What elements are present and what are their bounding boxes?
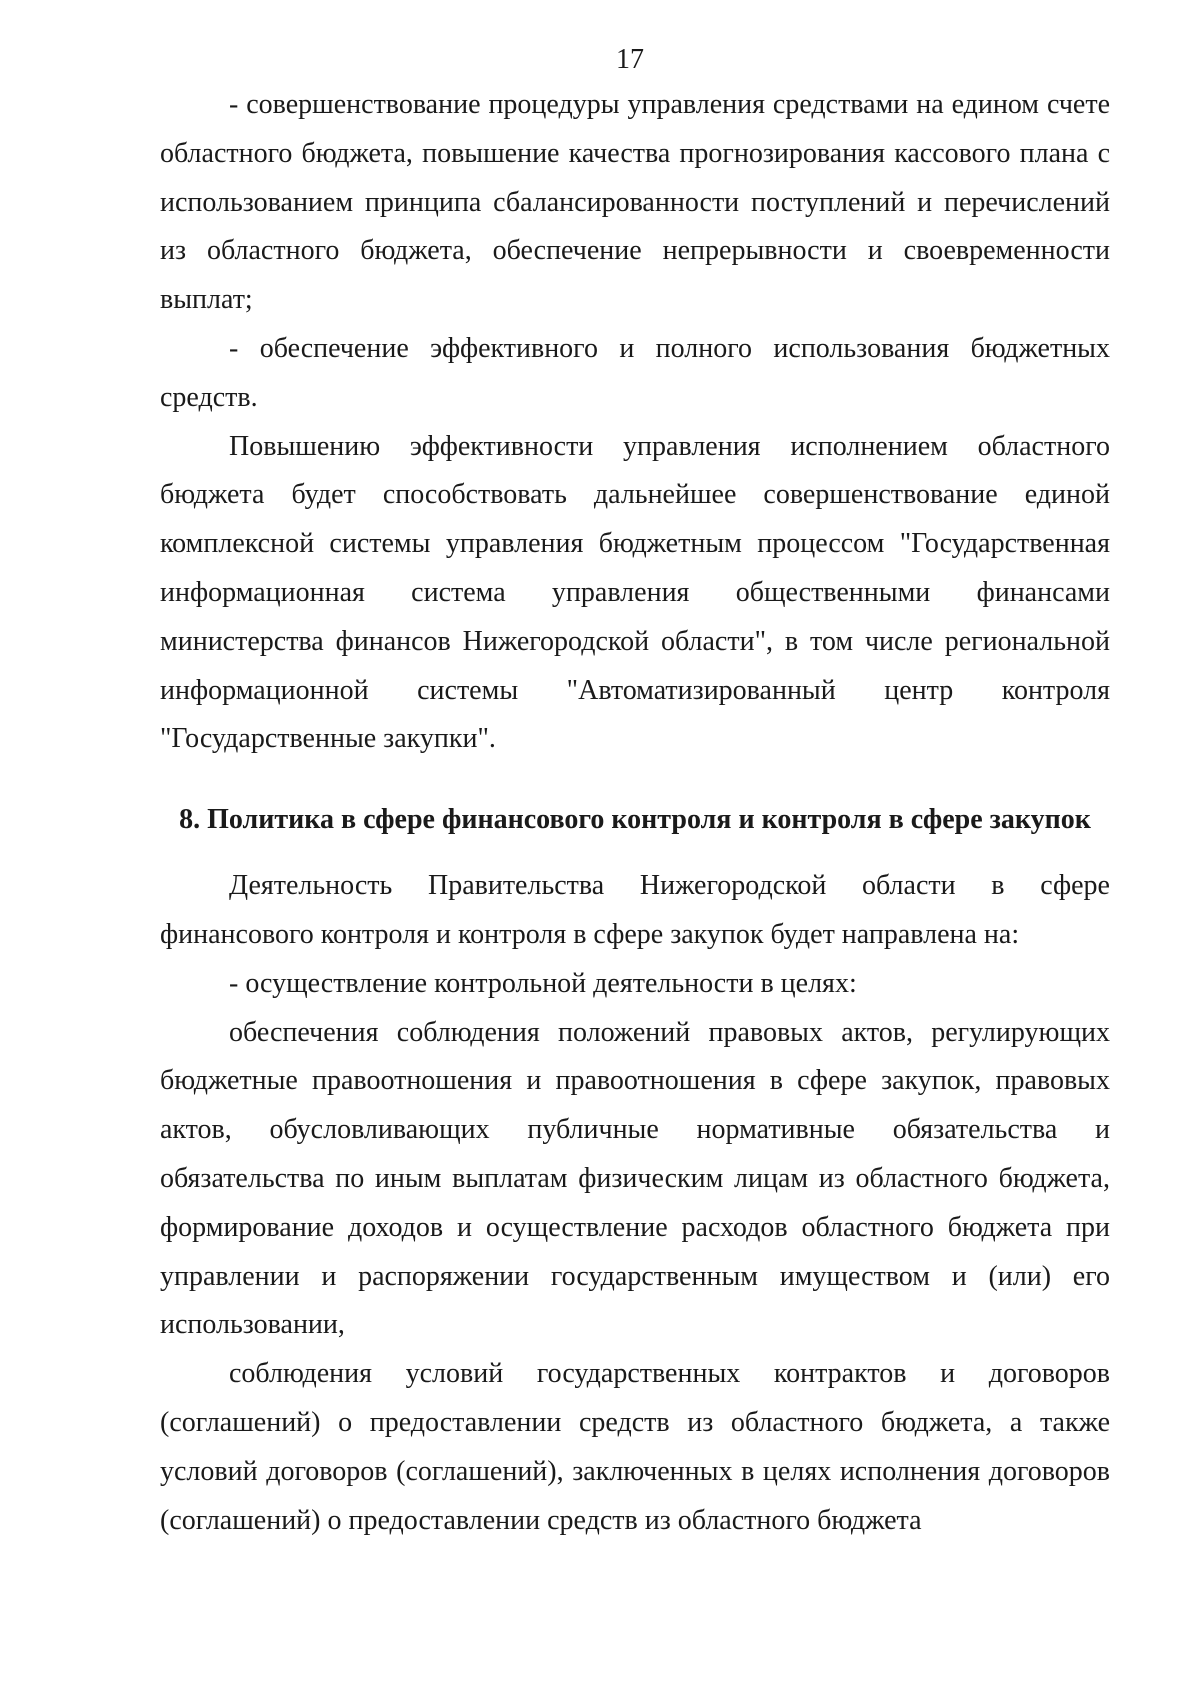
paragraph-cash-management: - совершенствование процедуры управления средствами на едином счете областного бюджета, повышение качества прогнозирования кассового плана с использованием принципа сбалансированности поступлений и перечислений из областного бюджета, обеспечение непрерывности и своевременности выплат; [160, 89, 1110, 316]
section-heading: 8. Политика в сфере финансового контроля и контроля в сфере закупок [179, 804, 1091, 836]
paragraph-information-system: Повышению эффективности управления исполнением областного бюджета будет способствовать дальнейшее совершенствование единой комплексной системы управления бюджетным процессом "Государственная информационная система управления общественными финансами министерства финансов Нижегородской области", в том числе региональной информационной системы "Автоматизированный центр контроля "Государственные закупки". [160, 430, 1110, 755]
paragraph-budget-efficiency: - обеспечение эффективного и полного использования бюджетных средств. [160, 332, 1110, 413]
page-number: 17 [616, 44, 644, 75]
document-body [160, 81, 1110, 1545]
paragraph-compliance: обеспечения соблюдения положений правовых актов, регулирующих бюджетные правоотношения и правоотношения в сфере закупок, правовых актов, обусловливающих публичные нормативные обязательства и обязательства по иным выплатам физическим лицам из областного бюджета, формирование доходов и осуществление расходов областного бюджета при управлении и распоряжении государственным имуществом и (или) его использовании, [160, 1016, 1110, 1341]
paragraph-activity-intro: Деятельность Правительства Нижегородской области в сфере финансового контроля и контроля в сфере закупок будет направлена на: [160, 870, 1110, 950]
paragraph-control-activity: - осуществление контрольной деятельности в целях: [229, 967, 857, 999]
paragraph-contract-conditions: соблюдения условий государственных контрактов и договоров (соглашений) о предоставлении средств из областного бюджета, а также условий договоров (соглашений), заключенных в целях исполнения договоров (соглашений) о предоставлении средств из областного бюджета [160, 1358, 1110, 1536]
